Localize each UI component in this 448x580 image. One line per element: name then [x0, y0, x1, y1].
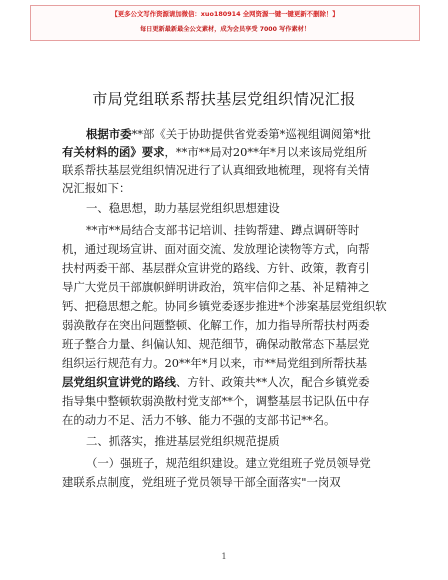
- paragraph-line: 导广大党员干部旗帜鲜明讲政治，筑牢信仰之基、补足精神之: [62, 280, 370, 294]
- promo-banner: [30, 5, 420, 41]
- paragraph-line: 联系帮扶基层党组织情况进行了认真细致地梳理，现将有关情: [62, 163, 370, 177]
- paragraph-line: 况汇报如下：: [62, 181, 131, 195]
- paragraph-line: 班子整合力量、纠偏认知、规范细节，确保动散常态下基层党: [62, 337, 370, 351]
- paragraph-line: （一）强班子，规范组织建设。建立党组班子党员领导党: [86, 456, 371, 470]
- paragraph-line: 层党组织宣讲党的路线、方针、政策共**人次，配合乡镇党委: [62, 375, 370, 389]
- document-title: 市局党组联系帮扶基层党组织情况汇报: [92, 90, 356, 108]
- paragraph-line: 组织运行规范有力。20**年*月以来，市**局党组到所帮扶基: [62, 356, 367, 370]
- paragraph-line: 钙、把稳思想之舵。协同乡镇党委逐步推进*个涉案基层党组织软: [62, 299, 387, 313]
- paragraph-line: **市**局结合支部书记培训、挂钩帮建、蹲点调研等时: [86, 223, 360, 237]
- paragraph-line: 机，通过现场宣讲、面对面交流、发放理论读物等方式，向帮: [62, 242, 370, 256]
- paragraph-line: 弱涣散存在突出问题整顿、化解工作，加力指导所帮扶村两委: [62, 318, 370, 332]
- paragraph-line: 有关材料的函》要求，**市**局对20**年*月以来该局党组所: [62, 145, 367, 159]
- banner-line-2: 每日更新最新最全公文素材，成为会员享受 7000 写作素材！: [139, 26, 311, 33]
- paragraph-line: 根据市委**部《关于协助提供省党委第*巡视组调阅第*批: [86, 127, 371, 141]
- paragraph-line: 扶村两委干部、基层群众宣讲党的路线、方针、政策，教育引: [62, 261, 370, 275]
- page-number: 1: [221, 552, 227, 561]
- section-heading: 二、抓落实，推进基层党组织规范提质: [86, 434, 280, 448]
- paragraph-line: 建联系点制度，党组班子党员领导干部全面落实"一岗双: [62, 475, 341, 489]
- paragraph-line: 在的动力不足、活力不够、能力不强的支部书记**名。: [62, 413, 336, 427]
- paragraph-line: 指导集中整顿软弱涣散村党支部**个，调整基层书记队伍中存: [62, 394, 370, 408]
- banner-line-1: 【更多公文写作资源请加微信：xuo180914 全网资源一键一键更新不删除！】: [111, 10, 339, 18]
- section-heading: 一、稳思想，助力基层党组织思想建设: [86, 201, 280, 215]
